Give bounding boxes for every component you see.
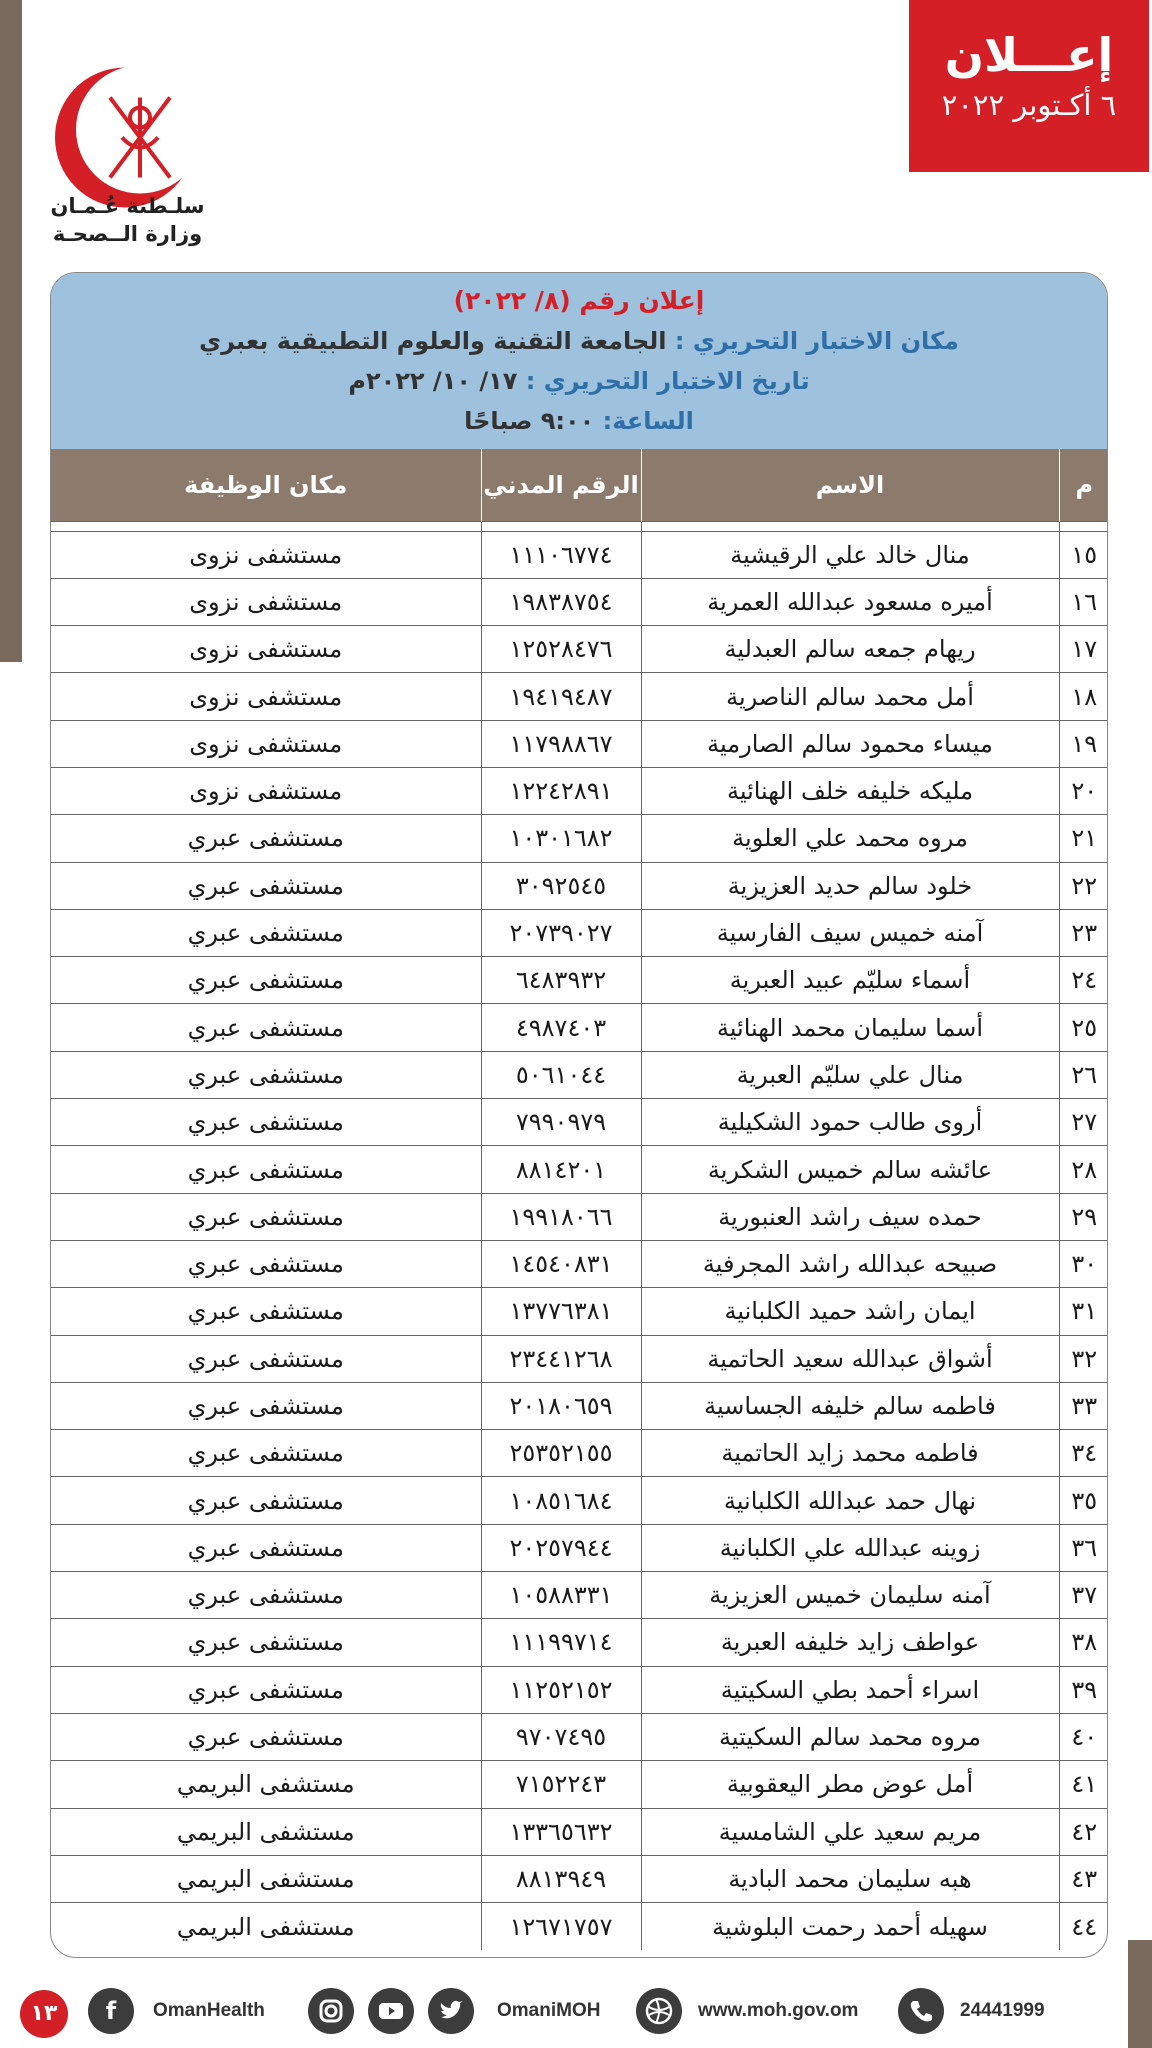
row-workplace: مستشفى عبري	[51, 862, 481, 909]
row-civil-id: ١٢٢٤٢٨٩١	[481, 767, 641, 814]
row-name: مروه محمد علي العلوية	[641, 815, 1059, 862]
table-row	[51, 1713, 1108, 1760]
row-name: أشواق عبدالله سعيد الحاتمية	[641, 1335, 1059, 1382]
row-civil-id: ١١١٠٦٧٧٤	[481, 531, 641, 578]
table-row	[51, 1240, 1108, 1287]
row-civil-id: ٢٣٤٤١٢٦٨	[481, 1335, 641, 1382]
row-civil-id: ١٣٧٧٦٣٨١	[481, 1288, 641, 1335]
row-index: ١٩	[1059, 720, 1108, 767]
row-civil-id: ٢٠١٨٠٦٥٩	[481, 1382, 641, 1429]
row-civil-id: ١٠٨٥١٦٨٤	[481, 1477, 641, 1524]
row-index: ٣١	[1059, 1288, 1108, 1335]
row-name: ميساء محمود سالم الصارمية	[641, 720, 1059, 767]
row-name: آمنه سليمان خميس العزيزية	[641, 1572, 1059, 1619]
facebook-icon[interactable]: f	[88, 1988, 134, 2034]
row-civil-id: ١٩٨٣٨٧٥٤	[481, 578, 641, 625]
row-workplace: مستشفى عبري	[51, 1099, 481, 1146]
row-workplace: مستشفى نزوى	[51, 626, 481, 673]
table-row	[51, 1619, 1108, 1666]
page-number: ١٣	[20, 1990, 68, 2038]
table-row	[51, 909, 1108, 956]
row-workplace: مستشفى البريمي	[51, 1855, 481, 1902]
exam-info	[51, 273, 1107, 449]
row-civil-id: ٨٨١٤٢٠١	[481, 1146, 641, 1193]
exam-place-value: الجامعة التقنية والعلوم التطبيقية بعبري	[199, 327, 667, 355]
row-workplace: مستشفى نزوى	[51, 767, 481, 814]
row-workplace: مستشفى البريمي	[51, 1761, 481, 1808]
row-name: حمده سيف راشد العنبورية	[641, 1193, 1059, 1240]
row-index: ٣٨	[1059, 1619, 1108, 1666]
row-index: ٢١	[1059, 815, 1108, 862]
table-row	[51, 957, 1108, 1004]
row-workplace: مستشفى عبري	[51, 1713, 481, 1760]
results-panel	[50, 272, 1108, 1958]
table-row	[51, 1288, 1108, 1335]
row-name: أسماء سليّم عبيد العبرية	[641, 957, 1059, 1004]
exam-time-value: ٩:٠٠ صباحًا	[464, 407, 595, 435]
row-workplace: مستشفى عبري	[51, 909, 481, 956]
row-name: أمل عوض مطر اليعقوبية	[641, 1761, 1059, 1808]
row-index: ٢٩	[1059, 1193, 1108, 1240]
row-civil-id: ٩٧٠٧٤٩٥	[481, 1713, 641, 1760]
twitter-icon[interactable]	[428, 1988, 474, 2034]
row-civil-id: ٧٩٩٠٩٧٩	[481, 1099, 641, 1146]
row-civil-id: ١٠٣٠١٦٨٢	[481, 815, 641, 862]
row-name: منال علي سليّم العبرية	[641, 1051, 1059, 1098]
row-civil-id: ٥٠٦١٠٤٤	[481, 1051, 641, 1098]
header-name: الاسم	[641, 449, 1059, 521]
exam-date	[51, 361, 1107, 401]
table-row	[51, 1477, 1108, 1524]
logo-line-1: سلـطنة عُـمـان	[50, 194, 205, 218]
row-index: ٢٧	[1059, 1099, 1108, 1146]
row-name: مروه محمد سالم السكيتية	[641, 1713, 1059, 1760]
facebook-handle[interactable]: OmanHealth	[153, 2000, 265, 2021]
row-civil-id: ٢٠٧٣٩٠٢٧	[481, 909, 641, 956]
row-workplace: مستشفى البريمي	[51, 1808, 481, 1855]
row-index: ٤٣	[1059, 1855, 1108, 1902]
table-row	[51, 1903, 1108, 1950]
row-index: ٢٥	[1059, 1004, 1108, 1051]
row-name: خلود سالم حديد العزيزية	[641, 862, 1059, 909]
row-name: عواطف زايد خليفه العبرية	[641, 1619, 1059, 1666]
row-name: آمنه خميس سيف الفارسية	[641, 909, 1059, 956]
header-workplace: مكان الوظيفة	[51, 449, 481, 521]
table-row	[51, 1146, 1108, 1193]
row-civil-id: ٢٥٣٥٢١٥٥	[481, 1430, 641, 1477]
row-name: مليكه خليفه خلف الهنائية	[641, 767, 1059, 814]
left-accent-bar	[0, 0, 22, 662]
row-index: ٣٣	[1059, 1382, 1108, 1429]
row-civil-id: ١٢٦٧١٧٥٧	[481, 1903, 641, 1950]
phone-icon[interactable]	[898, 1988, 944, 2034]
row-workplace: مستشفى عبري	[51, 1477, 481, 1524]
exam-time	[51, 401, 1107, 441]
row-index: ٢٨	[1059, 1146, 1108, 1193]
announcement-number: إعلان رقم (٨/ ٢٠٢٢)	[453, 286, 705, 315]
phone-number[interactable]: 24441999	[960, 2000, 1045, 2021]
row-index: ٣٥	[1059, 1477, 1108, 1524]
table-row	[51, 1572, 1108, 1619]
row-workplace: مستشفى عبري	[51, 1619, 481, 1666]
row-index: ٣٢	[1059, 1335, 1108, 1382]
row-name: ايمان راشد حميد الكلبانية	[641, 1288, 1059, 1335]
row-index: ٤٠	[1059, 1713, 1108, 1760]
table-row	[51, 1193, 1108, 1240]
table-spacer	[51, 521, 1108, 531]
row-workplace: مستشفى نزوى	[51, 673, 481, 720]
row-workplace: مستشفى عبري	[51, 1430, 481, 1477]
row-civil-id: ٣٠٩٢٥٤٥	[481, 862, 641, 909]
table-row	[51, 1099, 1108, 1146]
row-name: هبه سليمان محمد البادية	[641, 1855, 1059, 1902]
row-workplace: مستشفى عبري	[51, 1240, 481, 1287]
row-workplace: مستشفى عبري	[51, 1382, 481, 1429]
header-index: م	[1059, 449, 1108, 521]
row-civil-id: ١١٢٥٢١٥٢	[481, 1666, 641, 1713]
website-link[interactable]: www.moh.gov.om	[698, 2000, 859, 2021]
row-index: ٢٠	[1059, 767, 1108, 814]
table-row	[51, 1051, 1108, 1098]
table-row	[51, 1430, 1108, 1477]
row-name: أميره مسعود عبدالله العمرية	[641, 578, 1059, 625]
exam-date-label: تاريخ الاختبار التحريري :	[525, 367, 810, 395]
row-civil-id: ١٣٣٦٥٦٣٢	[481, 1808, 641, 1855]
row-workplace: مستشفى البريمي	[51, 1903, 481, 1950]
row-civil-id: ٦٤٨٣٩٣٢	[481, 957, 641, 1004]
row-civil-id: ٤٩٨٧٤٠٣	[481, 1004, 641, 1051]
row-index: ٤٢	[1059, 1808, 1108, 1855]
row-workplace: مستشفى عبري	[51, 957, 481, 1004]
table-row	[51, 626, 1108, 673]
row-civil-id: ١١١٩٩٧١٤	[481, 1619, 641, 1666]
table-row	[51, 1382, 1108, 1429]
announcement-date: ٦ أكـتوبر ٢٠٢٢	[941, 88, 1117, 122]
row-civil-id: ٧١٥٢٢٤٣	[481, 1761, 641, 1808]
row-civil-id: ٨٨١٣٩٤٩	[481, 1855, 641, 1902]
row-index: ٣٤	[1059, 1430, 1108, 1477]
instagram-icon[interactable]	[308, 1988, 354, 2034]
social-handle[interactable]: OmaniMOH	[497, 2000, 601, 2021]
row-name: مريم سعيد علي الشامسية	[641, 1808, 1059, 1855]
row-workplace: مستشفى عبري	[51, 1524, 481, 1571]
exam-place	[51, 321, 1107, 361]
row-index: ٤٤	[1059, 1903, 1108, 1950]
row-workplace: مستشفى نزوى	[51, 531, 481, 578]
row-name: اسراء أحمد بطي السكيتية	[641, 1666, 1059, 1713]
exam-place-label: مكان الاختبار التحريري :	[674, 327, 959, 355]
row-index: ٢٣	[1059, 909, 1108, 956]
right-accent-bar	[1128, 1940, 1152, 2048]
table-row	[51, 767, 1108, 814]
row-name: عائشه سالم خميس الشكرية	[641, 1146, 1059, 1193]
row-index: ١٧	[1059, 626, 1108, 673]
table-row	[51, 1524, 1108, 1571]
row-name: ريهام جمعه سالم العبدلية	[641, 626, 1059, 673]
announcement-badge	[909, 0, 1149, 172]
row-index: ١٨	[1059, 673, 1108, 720]
row-civil-id: ١٠٥٨٨٣٣١	[481, 1572, 641, 1619]
table-row	[51, 815, 1108, 862]
row-civil-id: ١١٧٩٨٨٦٧	[481, 720, 641, 767]
row-index: ٣٧	[1059, 1572, 1108, 1619]
announcement-title: إعـــلان	[944, 28, 1114, 82]
row-workplace: مستشفى نزوى	[51, 720, 481, 767]
candidates-table	[51, 449, 1108, 1950]
table-row	[51, 862, 1108, 909]
table-row	[51, 720, 1108, 767]
row-civil-id: ١٩٩١٨٠٦٦	[481, 1193, 641, 1240]
table-row	[51, 578, 1108, 625]
row-index: ٣٠	[1059, 1240, 1108, 1287]
row-name: فاطمه سالم خليفه الجساسية	[641, 1382, 1059, 1429]
row-name: سهيله أحمد رحمت البلوشية	[641, 1903, 1059, 1950]
table-row	[51, 1808, 1108, 1855]
row-name: فاطمه محمد زايد الحاتمية	[641, 1430, 1059, 1477]
row-workplace: مستشفى عبري	[51, 1666, 481, 1713]
row-name: أروى طالب حمود الشكيلية	[641, 1099, 1059, 1146]
row-index: ٤١	[1059, 1761, 1108, 1808]
row-index: ٢٤	[1059, 957, 1108, 1004]
exam-time-label: الساعة:	[602, 407, 694, 435]
table-row	[51, 673, 1108, 720]
table-header-row	[51, 449, 1108, 521]
globe-icon[interactable]	[636, 1988, 682, 2034]
row-civil-id: ١٩٤١٩٤٨٧	[481, 673, 641, 720]
logo-line-2: وزارة الــصحـة	[52, 222, 203, 246]
ministry-name	[40, 192, 215, 248]
row-name: أمل محمد سالم الناصرية	[641, 673, 1059, 720]
table-row	[51, 1761, 1108, 1808]
row-name: زوينه عبدالله علي الكلبانية	[641, 1524, 1059, 1571]
row-civil-id: ٢٠٢٥٧٩٤٤	[481, 1524, 641, 1571]
row-index: ٢٢	[1059, 862, 1108, 909]
header-civil-id: الرقم المدني	[481, 449, 641, 521]
row-index: ٣٦	[1059, 1524, 1108, 1571]
row-civil-id: ١٢٥٢٨٤٧٦	[481, 626, 641, 673]
table-row	[51, 1666, 1108, 1713]
row-workplace: مستشفى عبري	[51, 1335, 481, 1382]
table-row	[51, 1335, 1108, 1382]
row-name: نهال حمد عبدالله الكلبانية	[641, 1477, 1059, 1524]
row-index: ١٦	[1059, 578, 1108, 625]
row-workplace: مستشفى عبري	[51, 1572, 481, 1619]
table-row	[51, 1855, 1108, 1902]
exam-date-value: ١٧/ ١٠/ ٢٠٢٢م	[348, 367, 518, 395]
table-row	[51, 1004, 1108, 1051]
row-workplace: مستشفى عبري	[51, 1146, 481, 1193]
table-row	[51, 531, 1108, 578]
row-workplace: مستشفى عبري	[51, 815, 481, 862]
row-index: ٢٦	[1059, 1051, 1108, 1098]
row-workplace: مستشفى عبري	[51, 1004, 481, 1051]
row-workplace: مستشفى نزوى	[51, 578, 481, 625]
row-index: ٣٩	[1059, 1666, 1108, 1713]
row-workplace: مستشفى عبري	[51, 1193, 481, 1240]
row-index: ١٥	[1059, 531, 1108, 578]
row-civil-id: ١٤٥٤٠٨٣١	[481, 1240, 641, 1287]
row-name: أسما سليمان محمد الهنائية	[641, 1004, 1059, 1051]
row-name: صبيحه عبدالله راشد المجرفية	[641, 1240, 1059, 1287]
youtube-icon[interactable]	[368, 1988, 414, 2034]
row-workplace: مستشفى عبري	[51, 1051, 481, 1098]
row-workplace: مستشفى عبري	[51, 1288, 481, 1335]
row-name: منال خالد علي الرقيشية	[641, 531, 1059, 578]
